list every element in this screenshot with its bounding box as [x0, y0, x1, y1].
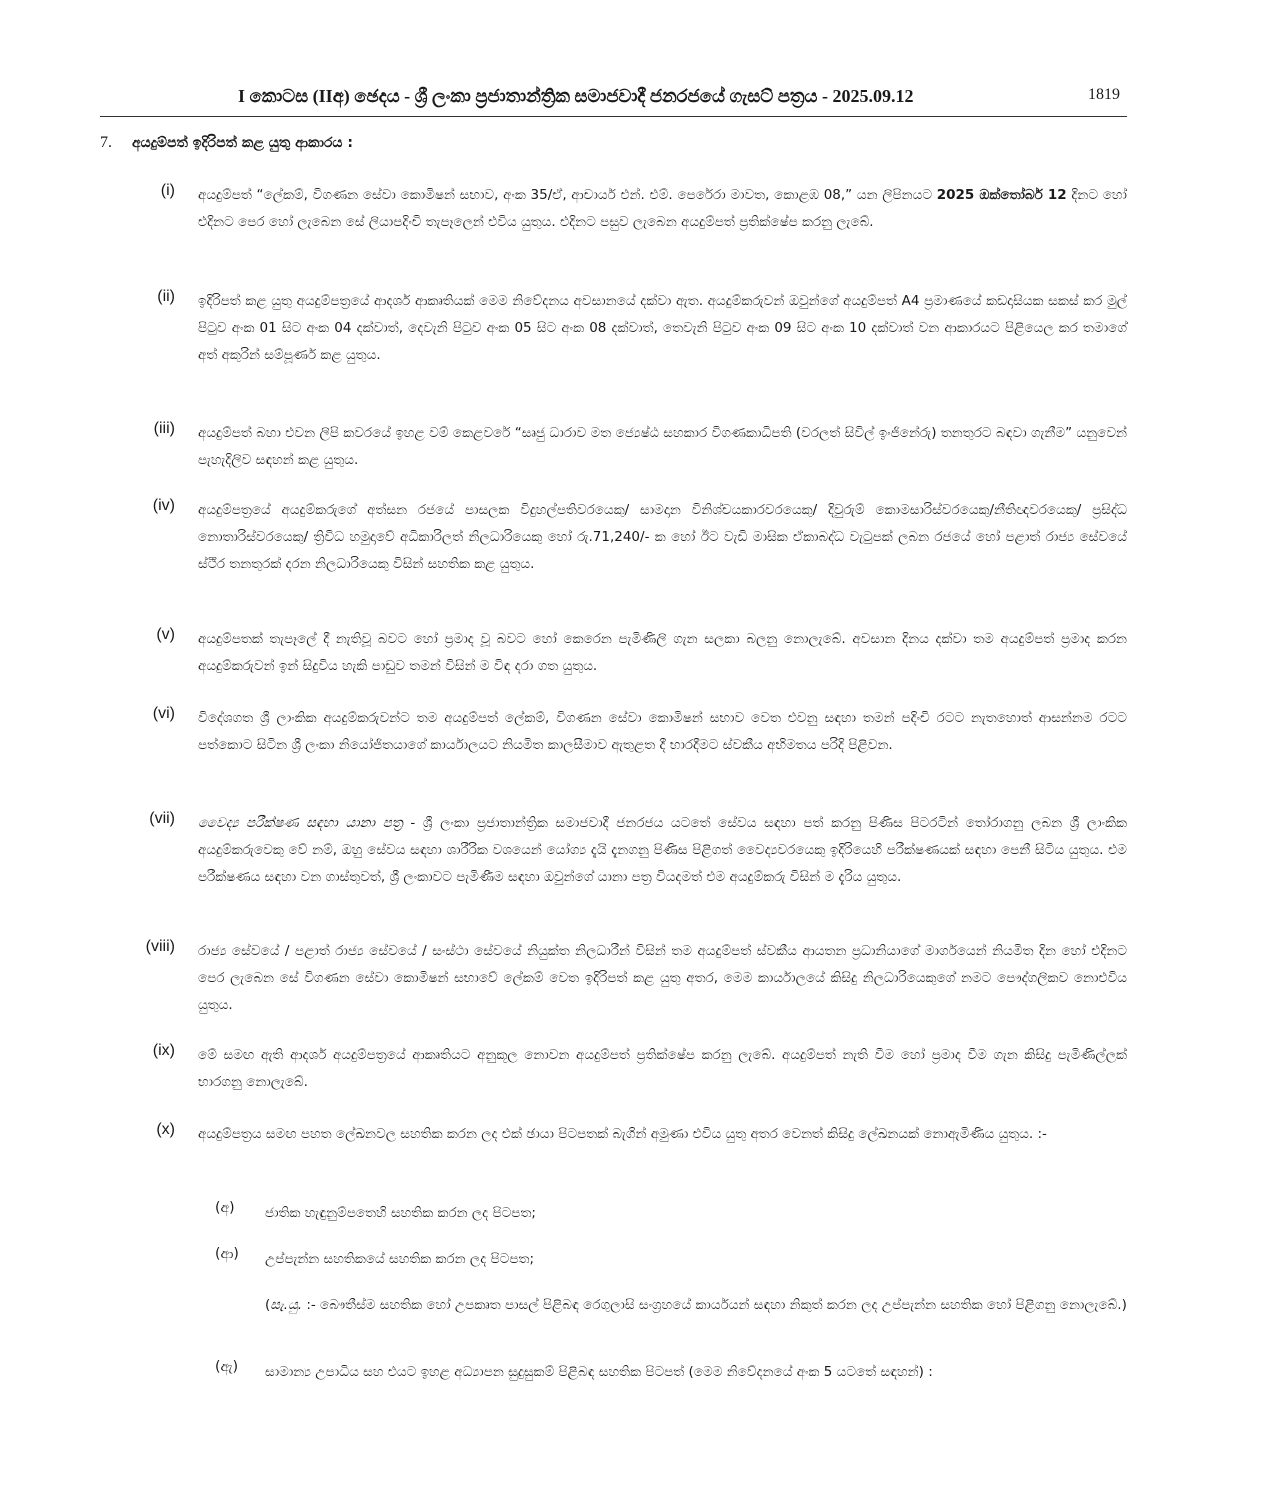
item-text: අයදුම්පත්‍රය සමඟ පහත ලේඛනවල සහතික කරන ලද එක් ඡායා පිටපතක් බැගින් අමුණා එවිය යුතු අතර වෙනත් කිසිදු ලේඛනයක් නොඇමිණිය යුතුය. :- [198, 1126, 1047, 1142]
note-label: සැ.යු. [270, 1297, 303, 1313]
item-text: අයදුම්පත්‍රයේ අයදුම්කරුගේ අත්සන රජයේ පාසලක විදුහල්පතිවරයෙකු/ සාමදාන විනිශ්චයකාරවරයෙකු/ දිවුරුම් කොමසාරිස්වරයෙකු/නීතිඥවරයෙකු/ ප්‍රසිද්ධ නොතාරිස්වරයෙකු/ ත්‍රිවිධ හමුදාවේ අධිකාරිලත් නිලධාරියෙකු හෝ රු.71,240/- ක හෝ ඊට වැඩි මාසික ඒකාබද්ධ වැටුපක් ලබන රජයේ හෝ පළාත් රාජ්‍ය සේවයේ ස්ථිර තනතුරක් දරන නිලධාරියෙකු විසින් සහතික කළ යුතුය. [198, 502, 1127, 572]
note-prefix: ( [265, 1297, 271, 1313]
item-text-part: - ශ්‍රී ලංකා ප්‍රජාතාන්ත්‍රික සමාජවාදී ජනරජය යටතේ සේවය සඳහා පත් කරනු පිණිස පිටරටින් තෝරාගනු ලබන ශ්‍රී ලාංකික අයදුම්කරුවෙකු වේ නම්, ඔහු සේවය සඳහා ශාරීරික වශයෙන් යෝග්‍ය දැයි දැනගනු පිණිස පිළිගත් වෛද්‍යවරයෙකු ඉදිරියෙහි පරීක්ෂණයක් සඳහා පෙනී සිටිය යුතුය. එම පරීක්ෂණය සඳහා වන ගාස්තුවත්, ශ්‍රී ලංකාවට පැමිණීම සඳහා ඔවුන්ගේ යානා පත්‍ර වියදමත් එම අයදුම්කරු විසින් ම දැරිය යුතුය. [198, 815, 1128, 885]
item-label: (iv) [152, 497, 175, 514]
sub-item-label: (ඇ) [215, 1359, 239, 1375]
item-text [198, 182, 1127, 236]
sub-item-text: ජාතික හැඳුනුම්පතෙහි සහතික කරන ලද පිටපත; [265, 1205, 536, 1221]
gazette-header-title: I කොටස (IIඅ) ඡෙදය - ශ්‍රී ලංකා ප්‍රජාතාන්ත්‍රික සමාජවාදී ජනරජයේ ගැසට් පත්‍රය - 2025.09.12 [238, 86, 914, 106]
sub-item-text: උප්පැන්න සහතිකයේ සහතික කරන ලද පිටපත; [265, 1251, 535, 1267]
item-label: (i) [160, 182, 175, 199]
page-number: 1819 [1088, 86, 1120, 103]
item-text: අයදුම්පතක් තැපෑලේ දී නැතිවූ බවට හෝ ප්‍රමාද වූ බවට හෝ කෙරෙන පැමිණිලි ගැන සලකා බලනු නොලැබේ. අවසාන දිනය දක්වා තම අයදුම්පත් ප්‍රමාද කරන අයදුම්කරුවන් ඉන් සිදුවිය හැකි පාඩුව තමන් විසින් ම විඳ දරා ගත යුතුය. [198, 631, 1127, 674]
item-label: (iii) [153, 420, 175, 437]
sub-item-label: (අ) [215, 1200, 235, 1216]
item-label: (vii) [149, 810, 175, 827]
note-text [265, 1292, 1127, 1319]
item-text: ඉදිරිපත් කළ යුතු අයදුම්පත්‍රයේ ආදර්ශ ආකෘතියක් මෙම නිවේදනය අවසානයේ දක්වා ඇත. අයදුම්කරුවන් ඔවුන්ගේ අයදුම්පත් A4 ප්‍රමාණයේ කඩදාසියක සකස් කර මුල් පිටුව අංක 01 සිට අංක 04 දක්වාත්, දෙවැනි පිටුව අංක 05 සිට අංක 08 දක්වාත්, තෙවැනි පිටුව අංක 09 සිට අංක 10 දක්වාත් වන ආකාරයට පිළියෙල කර තමාගේ අත් අකුරින් සම්පූර්ණ කළ යුතුය. [198, 293, 1127, 363]
item-text: මේ සමඟ ඇති ආදර්ශ අයදුම්පත්‍රයේ ආකෘතියට අනුකූල නොවන අයදුම්පත් ප්‍රතික්ෂේප කරනු ලැබේ. අයදුම්පත් නැති වීම හෝ ප්‍රමාද වීම ගැන කිසිදු පැමිණිල්ලක් භාරගනු නොලැබේ. [198, 1047, 1127, 1090]
note-body: :- බෞතීස්ම සහතික හෝ උපකෘත පාසල් පිළිබඳ රෙගුලාසි සංග්‍රහයේ කාර්යයන් සඳහා නිකුත් කරන ලද උප්පැන්න සහතික හෝ පිළිගනු නොලැබේ.) [302, 1297, 1127, 1313]
item-text-part: අයදුම්පත් “ලේකම්, විගණන සේවා කොමිෂන් සභාව, අංක 35/ඒ, ආචාර්ය එන්. එම්. පෙරේරා මාවත, කොළඹ 08,” යන ලිපිනයට [198, 187, 937, 203]
item-label: (ix) [152, 1042, 175, 1059]
item-text [198, 810, 1127, 891]
item-label: (x) [156, 1121, 175, 1138]
section-heading [100, 134, 353, 152]
section-title: අයදුම්පත් ඉදිරිපත් කළ යුතු ආකාරය : [132, 135, 353, 151]
item-subject: වෛද්‍ය පරීක්ෂණ සඳහා යානා පත්‍ර [198, 815, 403, 831]
item-text-part: දිනට හෝ එදිනට පෙර හෝ ලැබෙන සේ ලියාපදිංචි තැපෑලෙන් එවිය යුතුය. එදිනට පසුව ලැබෙන අයදුම්පත් ප්‍රතික්ෂේප කරනු ලැබේ. [198, 187, 1127, 230]
section-number: 7. [100, 134, 112, 151]
item-label: (viii) [145, 938, 175, 955]
item-text: රාජ්‍ය සේවයේ / පළාත් රාජ්‍ය සේවයේ / සංස්ථා සේවයේ නියුක්ත නිලධාරීන් විසින් තම අයදුම්පත් ස්වකීය ආයතන ප්‍රධානියාගේ මාර්ගයෙන් නියමිත දින හෝ එදිනට පෙර ලැබෙන සේ විගණන සේවා කොමිෂන් සභාවේ ලේකම් වෙත ඉදිරිපත් කළ යුතු අතර, මෙම කාර්යාලයේ කිසිදු නිලධාරියෙකුගේ නමට පෞද්ගලිකව නොඑවිය යුතුය. [198, 943, 1127, 1013]
item-label: (v) [156, 626, 175, 643]
sub-item-text: සාමාන්‍ය උපාධිය සහ එයට ඉහළ අධ්‍යාපන සුදුසුකම් පිළිබඳ සහතික පිටපත් (මෙම නිවේදනයේ අංක 5 යටතේ සඳහන්) : [265, 1364, 933, 1380]
deadline-date: 2025 ඔක්තෝබර් 12 [936, 187, 1067, 203]
item-text: විදේශගත ශ්‍රී ලාංකික අයදුම්කරුවන්ට තම අයදුම්පත් ලේකම්, විගණන සේවා කොමිෂන් සභාව වෙත එවනු සඳහා තමන් පදිංචි රටට නැතහොත් ආසන්නම රටට පත්කොට සිටින ශ්‍රී ලංකා නියෝජිතයාගේ කාර්යාලයට නියමිත කාලසීමාව ඇතුළත දී භාරදීමට ස්වකීය අභිමතය පරිදි පිළිවන. [198, 710, 1127, 753]
sub-item-label: (ආ) [215, 1246, 239, 1262]
header-rule [100, 116, 1127, 117]
item-label: (vi) [152, 705, 175, 722]
item-label: (ii) [157, 288, 175, 305]
item-text: අයදුම්පත් බහා එවන ලිපි කවරයේ ඉහළ වම් කෙළවරේ “සෘජු ධාරාව මත ජ්‍යෙෂ්ඨ සහකාර විගණකාධිපති (වරලත් සිවිල් ඉංජිනේරු) තනතුරට බඳවා ගැනීම” යනුවෙන් පැහැදිලිව සඳහන් කළ යුතුය. [198, 425, 1127, 468]
